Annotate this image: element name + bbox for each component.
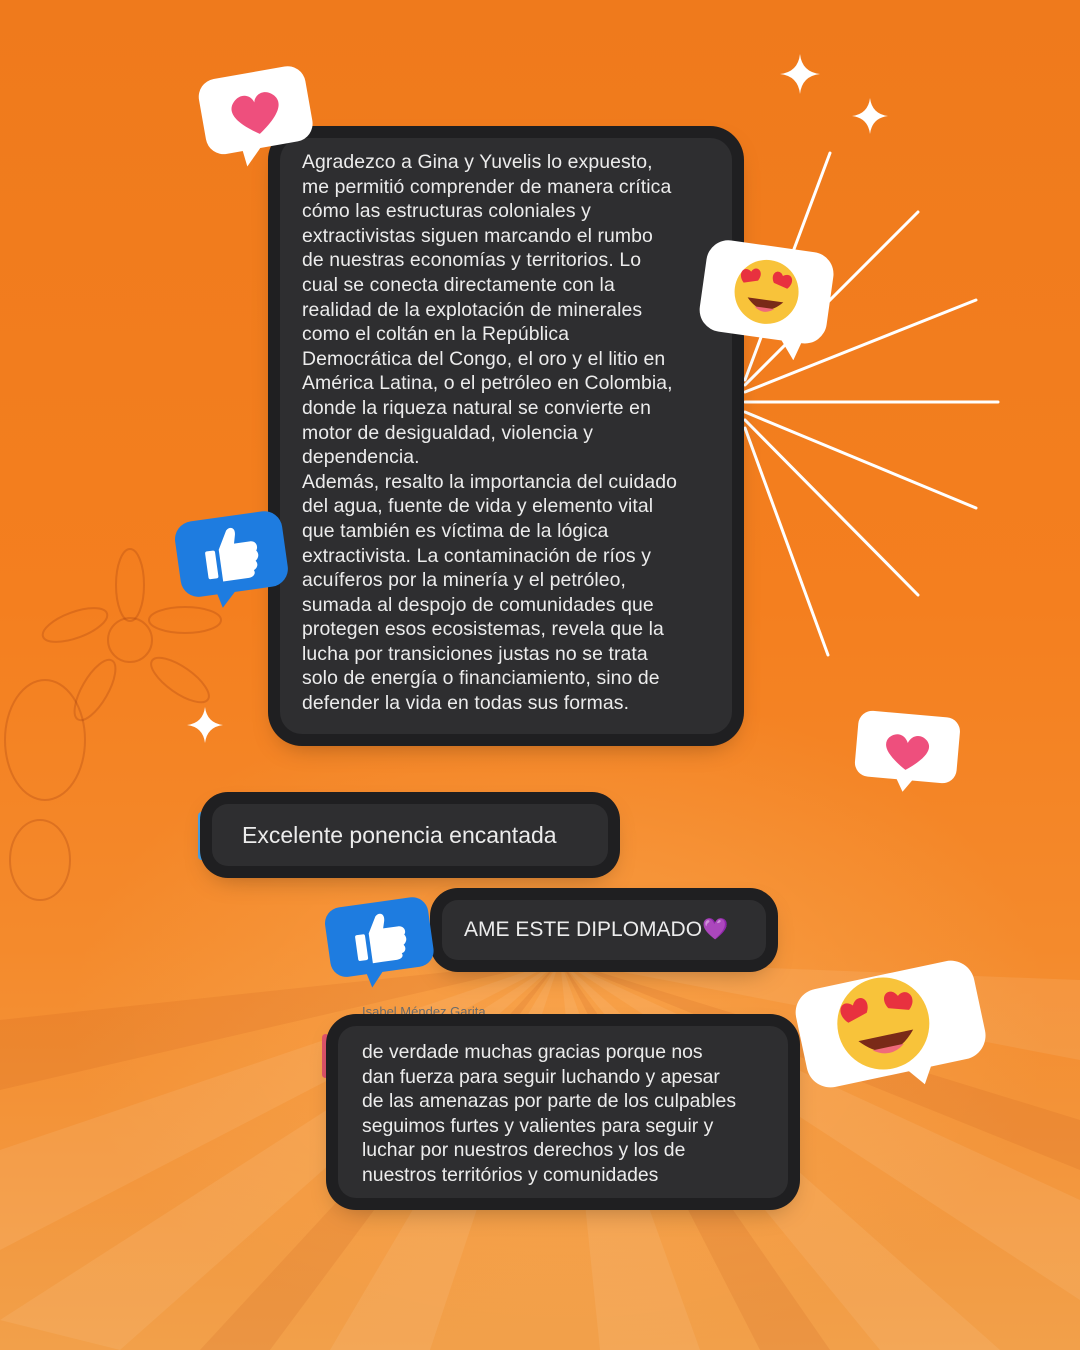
sparkle-icon: [850, 96, 890, 136]
sparkle-icon: [778, 52, 822, 96]
comment-text: Excelente ponencia encantada: [242, 822, 557, 848]
sparkle-icon: [185, 705, 225, 745]
heart-eyes-emoji-icon: [694, 236, 840, 360]
comment-text: AME ESTE DIPLOMADO💜: [464, 918, 729, 941]
comment-author: Isabel Méndez Garita: [362, 1004, 486, 1019]
comment-text: de verdade muchas gracias porque nos dan fuerza para seguir luchando y apesar de las amenazas por parte de los culpables seguimos furtes y valientes para seguir y luchar por nuestros derechos y los de nuestros territórios y comunidades: [362, 1041, 737, 1186]
comment-accent-bar: [322, 1034, 329, 1078]
thumbs-up-icon: [170, 508, 294, 608]
comment-bubble-4: [338, 1026, 788, 1198]
comment-text: Agradezco a Gina y Yuvelis lo expuesto, me permitió comprender de manera crítica cómo las estructuras coloniales y extractivistas siguen marcando el rumbo de nuestras economías y territorios. Lo cual se conecta directamente con la realidad de la explotación de minerales como el coltán en la República Democrática del Congo, el oro y el litio en América Latina, o el petróleo en Colombia, donde la riqueza natural se convierte en motor de desigualdad, violencia y dependencia. Además, resalto la importancia del cuidado del agua, fuente de vida y elemento vital que también es víctima de la lógica extractivista. La contaminación de ríos y acuíferos por la minería y el petróleo, sumada al despojo de comunidades que protegen esos ecosistemas, revela que la lucha por transiciones justas no se trata solo de energía o financiamiento, sino de defender la vida en todas sus formas.: [302, 151, 677, 715]
comment-bubble-3: [442, 900, 766, 960]
heart-icon: [850, 708, 964, 796]
heart-eyes-emoji-icon: [786, 960, 996, 1092]
sunburst-lines: [745, 153, 998, 655]
comment-bubble-2: [212, 804, 608, 866]
comment-bubble-1: [280, 138, 732, 734]
comment-accent-bar: [198, 812, 205, 860]
heart-icon: [192, 62, 322, 168]
thumbs-up-icon: [322, 896, 438, 988]
